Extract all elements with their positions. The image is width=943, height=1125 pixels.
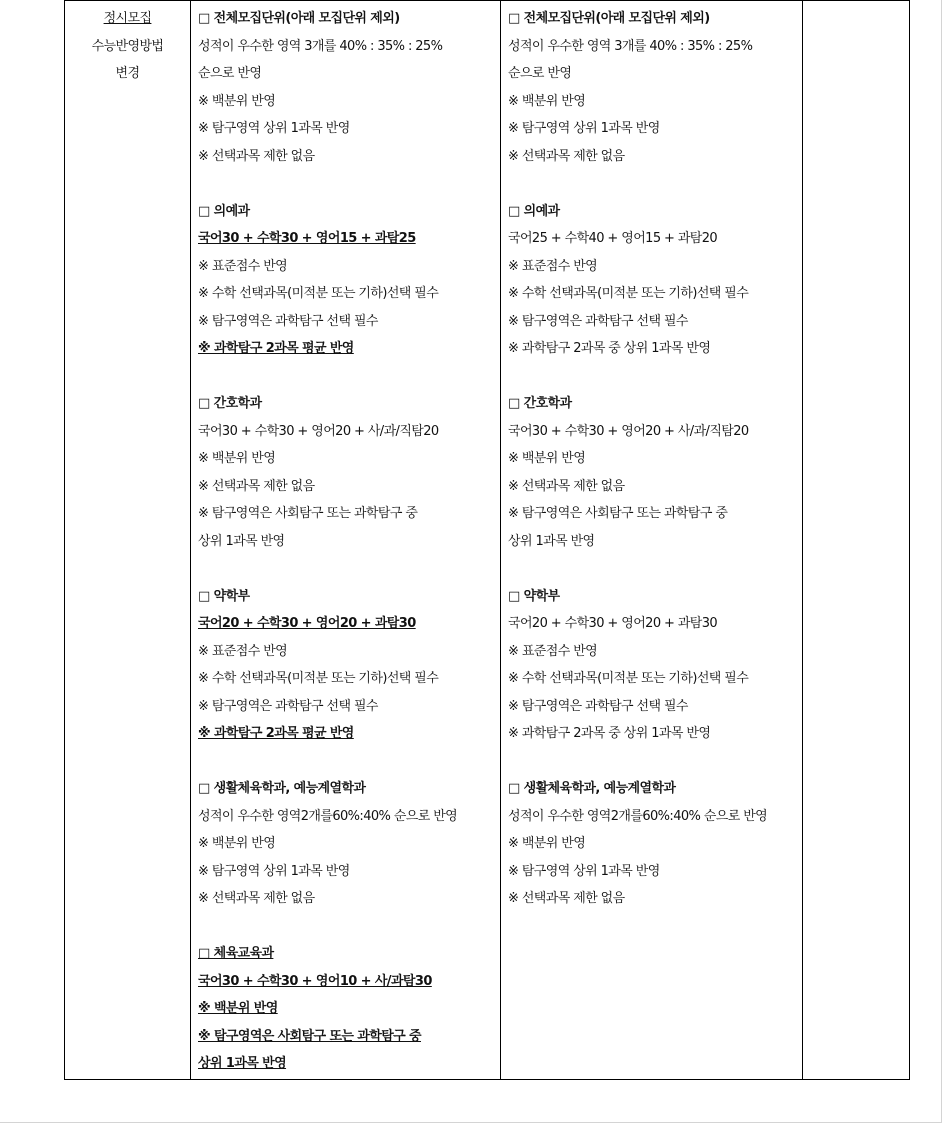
- text-line: ※ 탐구영역은 과학탐구 선택 필수: [508, 313, 688, 329]
- text-line: 성적이 우수한 영역2개를60%:40% 순으로 반영: [508, 808, 768, 824]
- text-line: ※ 탐구영역은 사회탐구 또는 과학탐구 중: [198, 506, 418, 521]
- text-line: ※ 선택과목 제한 없음: [508, 478, 625, 494]
- text-line: ※ 선택과목 제한 없음: [508, 148, 625, 164]
- text-line: ※ 수학 선택과목(미적분 또는 기하)선택 필수: [198, 286, 439, 301]
- text-line: ※ 수학 선택과목(미적분 또는 기하)선택 필수: [198, 671, 439, 686]
- text-line: 변경: [115, 66, 140, 81]
- text-line: ※ 표준점수 반영: [198, 258, 288, 274]
- text-line: 국어30 + 수학30 + 영어15 + 과탐25: [198, 231, 416, 246]
- text-line: ※ 수학 선택과목(미적분 또는 기하)선택 필수: [508, 286, 749, 301]
- blank-line: [191, 363, 500, 391]
- text-line: ※ 백분위 반영: [508, 836, 586, 851]
- text-line: ※ 백분위 반영: [198, 93, 276, 109]
- section-heading: □ 체육교육과: [198, 946, 274, 961]
- blank-line: [191, 555, 500, 583]
- text-line: 국어30 + 수학30 + 영어10 + 사/과탐30: [198, 973, 432, 989]
- remarks-cell: [803, 1, 910, 1080]
- text-line: 국어25 + 수학40 + 영어15 + 과탐20: [508, 231, 718, 246]
- text-line: 상위 1과목 반영: [198, 533, 285, 549]
- text-line: ※ 백분위 반영: [198, 1001, 278, 1016]
- text-line: 상위 1과목 반영: [508, 533, 595, 549]
- blank-line: [501, 748, 802, 776]
- text-line: ※ 선택과목 제한 없음: [198, 148, 315, 164]
- text-line: 순으로 반영: [508, 66, 572, 81]
- text-line: ※ 백분위 반영: [508, 451, 586, 466]
- section-heading: □ 의예과: [198, 203, 250, 219]
- text-line: ※ 백분위 반영: [198, 836, 276, 851]
- text-line: 순으로 반영: [198, 66, 262, 81]
- section-heading: □ 의예과: [508, 203, 560, 219]
- text-line: ※ 선택과목 제한 없음: [198, 478, 315, 494]
- text-line: ※ 과학탐구 2과목 평균 반영: [198, 341, 354, 356]
- blank-line: [501, 170, 802, 198]
- section-heading: □ 전체모집단위(아래 모집단위 제외): [198, 11, 400, 26]
- text-line: 국어20 + 수학30 + 영어20 + 과탐30: [198, 616, 416, 631]
- text-line: 수능반영방법: [91, 38, 164, 54]
- section-heading: □ 생활체육학과, 예능계열학과: [508, 781, 676, 796]
- after-cell: [501, 1, 803, 1080]
- blank-line: [191, 913, 500, 941]
- text-line: ※ 탐구영역은 사회탐구 또는 과학탐구 중: [508, 506, 728, 521]
- text-line: 국어30 + 수학30 + 영어20 + 사/과/직탐20: [508, 423, 749, 439]
- text-line: ※ 선택과목 제한 없음: [198, 891, 315, 906]
- text-line: 국어30 + 수학30 + 영어20 + 사/과/직탐20: [198, 423, 439, 439]
- text-line: ※ 표준점수 반영: [508, 643, 598, 659]
- text-line: 국어20 + 수학30 + 영어20 + 과탐30: [508, 616, 718, 631]
- table-row: [65, 1, 910, 1080]
- text-line: 성적이 우수한 영역 3개를 40% : 35% : 25%: [198, 38, 443, 54]
- text-line: 성적이 우수한 영역2개를60%:40% 순으로 반영: [198, 808, 458, 824]
- text-line: ※ 탐구영역은 과학탐구 선택 필수: [198, 698, 378, 714]
- text-line: ※ 백분위 반영: [198, 451, 276, 466]
- text-line: ※ 과학탐구 2과목 중 상위 1과목 반영: [508, 341, 711, 356]
- text-line: ※ 탐구영역은 과학탐구 선택 필수: [508, 698, 688, 714]
- text-line: ※ 탐구영역 상위 1과목 반영: [198, 121, 350, 136]
- text-line: ※ 표준점수 반영: [508, 258, 598, 274]
- text-line: ※ 탐구영역은 사회탐구 또는 과학탐구 중: [198, 1028, 421, 1044]
- section-heading: □ 약학부: [508, 588, 560, 604]
- before-cell: [191, 1, 501, 1080]
- text-line: ※ 표준점수 반영: [198, 643, 288, 659]
- text-line: ※ 탐구영역 상위 1과목 반영: [508, 863, 660, 879]
- blank-line: [191, 170, 500, 198]
- comparison-table: [64, 0, 910, 1080]
- section-heading: □ 전체모집단위(아래 모집단위 제외): [508, 11, 710, 26]
- text-line: 정시모집: [103, 11, 152, 26]
- text-line: ※ 탐구영역 상위 1과목 반영: [198, 863, 350, 879]
- text-line: ※ 탐구영역 상위 1과목 반영: [508, 121, 660, 136]
- blank-line: [191, 748, 500, 776]
- section-heading: □ 생활체육학과, 예능계열학과: [198, 781, 366, 796]
- text-line: ※ 백분위 반영: [508, 93, 586, 109]
- text-line: ※ 수학 선택과목(미적분 또는 기하)선택 필수: [508, 671, 749, 686]
- text-line: 상위 1과목 반영: [198, 1056, 287, 1071]
- text-line: ※ 탐구영역은 과학탐구 선택 필수: [198, 313, 378, 329]
- section-heading: □ 간호학과: [508, 396, 572, 411]
- blank-line: [501, 555, 802, 583]
- section-heading: □ 약학부: [198, 588, 250, 604]
- section-heading: □ 간호학과: [198, 396, 262, 411]
- text-line: 성적이 우수한 영역 3개를 40% : 35% : 25%: [508, 38, 753, 54]
- row-header-cell: [65, 1, 191, 1080]
- text-line: ※ 과학탐구 2과목 중 상위 1과목 반영: [508, 726, 711, 741]
- text-line: ※ 선택과목 제한 없음: [508, 891, 625, 906]
- blank-line: [501, 363, 802, 391]
- text-line: ※ 과학탐구 2과목 평균 반영: [198, 726, 354, 741]
